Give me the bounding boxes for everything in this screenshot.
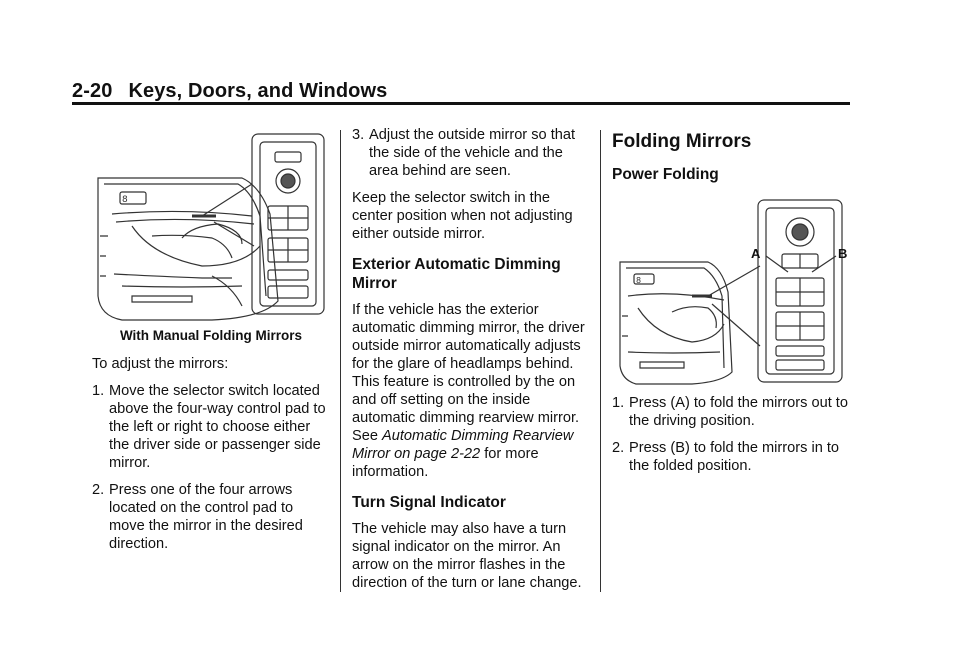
- figure-caption: With Manual Folding Mirrors: [119, 328, 303, 343]
- door-panel-power-folding-illustration: [612, 196, 850, 386]
- label-b: B: [838, 246, 848, 261]
- column-2: [352, 126, 590, 601]
- column-divider-1: [340, 130, 341, 592]
- exterior-dimming-text: [352, 301, 590, 481]
- label-a: A: [751, 246, 761, 261]
- heading-turn-signal: Turn Signal Indicator: [352, 494, 506, 511]
- page-title: [72, 80, 387, 102]
- list-item: [612, 394, 850, 430]
- svg-text:8: 8: [122, 195, 128, 205]
- step-text: Press (B) to fold the mirrors in to the folded position.: [629, 440, 840, 474]
- step-number: 2.: [92, 482, 105, 498]
- column-divider-2: [600, 130, 601, 592]
- cross-reference-link[interactable]: Automatic Dimming Rearview Mirror on page 2-22: [352, 428, 574, 462]
- mirror-steps-continued: [352, 126, 590, 180]
- step-number: 1.: [92, 383, 105, 399]
- list-item: [352, 126, 590, 180]
- exterior-text-a: If the vehicle has the exterior automatic dimming mirror, the driver outside mirror automatically adjusts for the glare of headlamps behind. This feature is controlled by the on and off setting on the inside automatic dimming rearview mirror. See: [352, 302, 585, 444]
- intro-text: To adjust the mirrors:: [92, 356, 229, 372]
- step-number: 3.: [352, 127, 365, 143]
- step-text: Press one of the four arrows located on the control pad to move the mirror in the desired direction.: [109, 482, 303, 552]
- step-text: Press (A) to fold the mirrors out to the driving position.: [629, 395, 848, 429]
- list-item: [92, 481, 330, 553]
- step-number: 1.: [612, 395, 625, 411]
- door-panel-manual-mirror-illustration: [92, 126, 330, 324]
- step-text: Move the selector switch located above the four-way control pad to the left or right to choose either the driver side or passenger side mirror.: [109, 383, 326, 471]
- svg-text:8: 8: [636, 276, 642, 285]
- header-rule: [72, 102, 850, 105]
- heading-exterior-dimming: Exterior Automatic Dimming Mirror: [352, 256, 561, 292]
- column-1: [92, 126, 330, 562]
- chapter-title: Keys, Doors, and Windows: [128, 80, 388, 102]
- mirror-steps-list: [92, 382, 330, 553]
- selector-note: Keep the selector switch in the center position when not adjusting either outside mirror.: [352, 190, 573, 242]
- heading-power-folding: Power Folding: [612, 166, 719, 183]
- list-item: [612, 439, 850, 475]
- page-header: [72, 80, 850, 103]
- column-3: [612, 126, 850, 484]
- step-number: 2.: [612, 440, 625, 456]
- turn-signal-text: The vehicle may also have a turn signal indicator on the mirror. An arrow on the mirror flashes in the direction of the turn or lane change.: [352, 521, 582, 591]
- power-folding-steps: [612, 394, 850, 475]
- page-number: 2-20: [72, 80, 113, 102]
- list-item: [92, 382, 330, 472]
- step-text: Adjust the outside mirror so that the side of the vehicle and the area behind are seen.: [369, 127, 576, 179]
- exterior-text-b: for more information.: [352, 446, 539, 480]
- heading-folding-mirrors: Folding Mirrors: [612, 131, 752, 152]
